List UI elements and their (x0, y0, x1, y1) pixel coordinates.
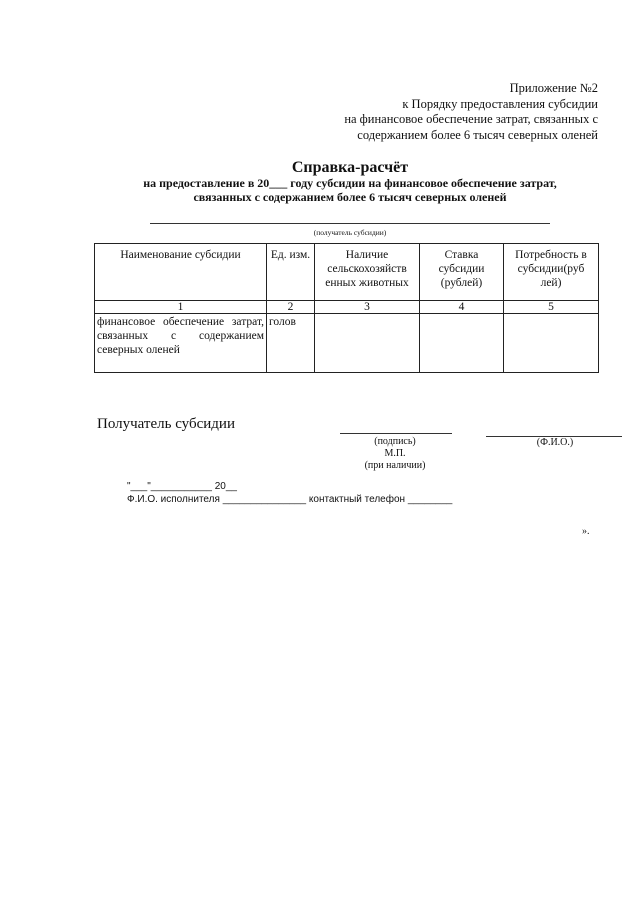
cell-need (504, 314, 599, 373)
column-number: 2 (267, 301, 315, 314)
cell-unit: голов (267, 314, 315, 373)
header-unit: Ед. изм. (267, 244, 315, 301)
column-number: 1 (95, 301, 267, 314)
recipient-blank-line (150, 222, 550, 224)
document-subtitle (0, 176, 640, 204)
column-number: 4 (420, 301, 504, 314)
stamp-label: М.П. (384, 448, 406, 459)
header-rate: Ставка субсидии (рублей) (420, 244, 504, 301)
appendix-block (344, 81, 598, 143)
column-number-row (95, 301, 599, 314)
stamp-note: (при наличии) (364, 460, 426, 471)
subsidy-table (94, 243, 599, 373)
recipient-signature-label: Получатель субсидии (97, 416, 235, 432)
header-subsidy-name: Наименование субсидии (95, 244, 267, 301)
cell-animals (315, 314, 420, 373)
appendix-line: Приложение №2 (509, 81, 598, 95)
signature-line (340, 433, 452, 434)
table-header-row (95, 244, 599, 301)
appendix-line: содержанием более 6 тысяч северных оленей (357, 127, 598, 142)
table-row (95, 314, 599, 373)
document-title: Справка-расчёт (291, 159, 409, 176)
date-line: "___"___________ 20__ (127, 481, 237, 492)
header-need: Потребность в субсидии(руб лей) (504, 244, 599, 301)
column-number: 3 (315, 301, 420, 314)
executor-line: Ф.И.О. исполнителя _______________ контактный телефон ________ (127, 494, 453, 505)
subtitle-line: на предоставление в 20___ году субсидии на финансовое обеспечение затрат, (143, 176, 557, 190)
cell-rate (420, 314, 504, 373)
fio-caption: (Ф.И.О.) (536, 437, 574, 448)
signature-caption: (подпись) (374, 436, 416, 447)
appendix-line: к Порядку предоставления субсидии (402, 96, 598, 111)
header-animals: Наличие сельскохозяйств енных животных (315, 244, 420, 301)
appendix-line: на финансовое обеспечение затрат, связанных с (344, 112, 598, 126)
column-number: 5 (504, 301, 599, 314)
cell-subsidy-name: финансовое обеспечение затрат, связанных с содержанием северных оленей (95, 314, 267, 373)
recipient-caption: (получатель субсидии) (313, 228, 387, 237)
subtitle-line: связанных с содержанием более 6 тысяч северных оленей (193, 190, 507, 204)
closing-quote: ». (582, 526, 590, 537)
